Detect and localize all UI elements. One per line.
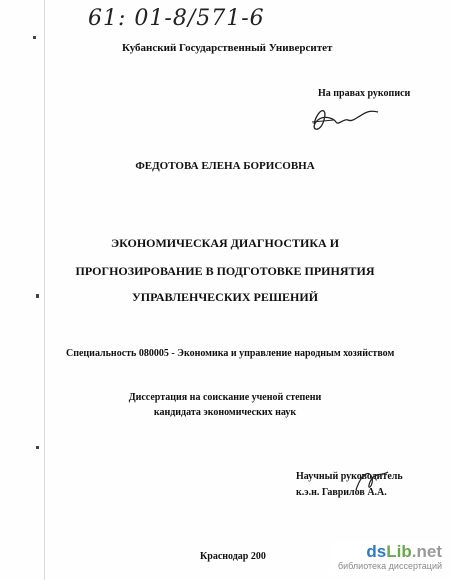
author-signature [308, 100, 388, 140]
supervisor-label: Научный руководитель [296, 471, 403, 482]
dslib-logo [366, 542, 442, 562]
city-year: Краснодар 200 [200, 551, 266, 562]
logo-net: .net [411, 542, 442, 561]
manuscript-rights: На правах рукописи [318, 88, 411, 99]
title-line-2: ПРОГНОЗИРОВАНИЕ В ПОДГОТОВКЕ ПРИНЯТИЯ [75, 264, 375, 278]
logo-ds: ds [366, 542, 387, 561]
supervisor-signature [352, 468, 392, 496]
title-line-3: УПРАВЛЕНЧЕСКИХ РЕШЕНИЙ [131, 290, 319, 304]
archive-code: 61: 01-8/571-6 [88, 6, 265, 31]
watermark-subtitle: библиотека диссертаций [337, 561, 442, 571]
scan-mark [33, 36, 36, 39]
degree-line-1: Диссертация на соискание ученой степени [128, 392, 322, 403]
university-name: Кубанский Государственный Университет [122, 42, 333, 54]
logo-lib: Lib [386, 542, 412, 561]
specialty: Специальность 080005 - Экономика и управление народным хозяйством [66, 348, 395, 359]
scan-mark [36, 446, 39, 449]
degree-line-2: кандидата экономических наук [153, 407, 297, 418]
dslib-watermark [330, 542, 442, 574]
author-name: ФЕДОТОВА ЕЛЕНА БОРИСОВНА [135, 160, 315, 172]
scan-edge-line [44, 0, 45, 580]
title-line-1: ЭКОНОМИЧЕСКАЯ ДИАГНОСТИКА И [110, 236, 340, 250]
supervisor-name: к.э.н. Гаврилов А.А. [296, 487, 387, 498]
